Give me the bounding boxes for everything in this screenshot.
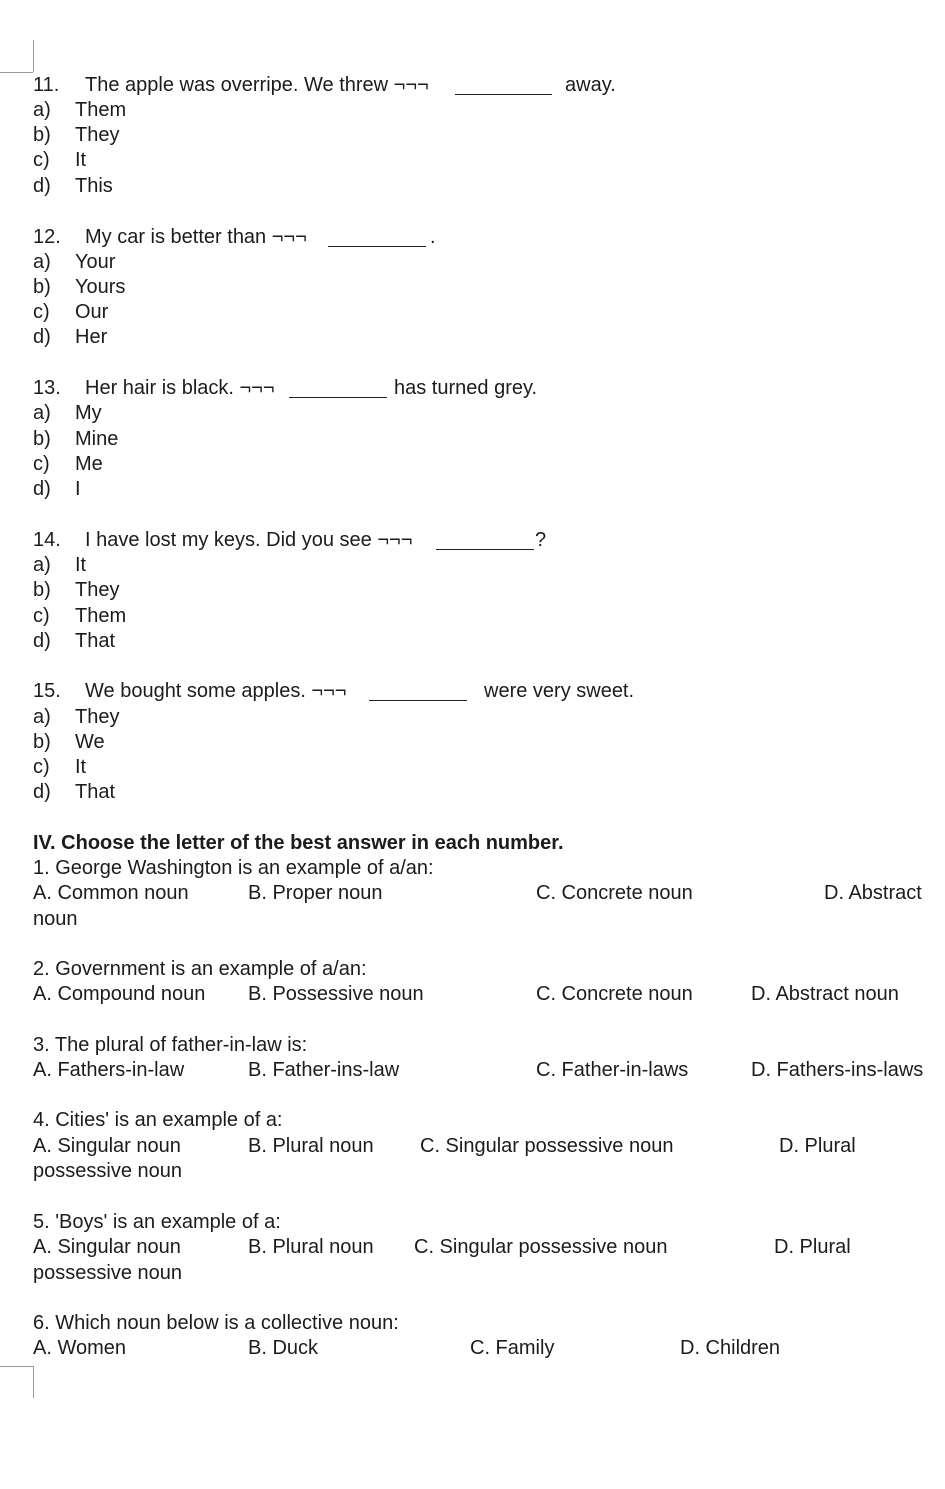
option-b[interactable]: B. Plural noun bbox=[248, 1236, 374, 1258]
option-d-wrap: noun bbox=[33, 908, 78, 930]
option-c[interactable]: c) Our bbox=[33, 301, 109, 323]
crop-mark-top-horizontal bbox=[0, 72, 33, 73]
option-c[interactable]: C. Father-in-laws bbox=[536, 1059, 689, 1081]
option-d[interactable]: d) That bbox=[33, 781, 116, 803]
stem-text: The apple was overripe. We threw ¬¬¬ bbox=[85, 74, 429, 96]
option-b[interactable]: b) They bbox=[33, 579, 120, 601]
answer-blank[interactable] bbox=[455, 94, 552, 95]
option-d[interactable]: D. Abstract bbox=[824, 882, 922, 904]
answer-blank[interactable] bbox=[369, 700, 467, 701]
option-a[interactable]: A. Singular noun bbox=[33, 1135, 181, 1157]
option-b[interactable]: B. Father-ins-law bbox=[248, 1059, 400, 1081]
question-stem bbox=[33, 376, 275, 401]
stem-text: We bought some apples. ¬¬¬ bbox=[85, 680, 347, 702]
option-a[interactable]: a) It bbox=[33, 554, 87, 576]
option-c[interactable]: C. Singular possessive noun bbox=[414, 1236, 668, 1258]
question-stem: 2. Government is an example of a/an: bbox=[33, 958, 367, 980]
option-a[interactable]: A. Common noun bbox=[33, 882, 189, 904]
answer-blank[interactable] bbox=[289, 397, 387, 398]
option-d[interactable]: D. Children bbox=[680, 1337, 781, 1359]
option-d[interactable]: d) This bbox=[33, 175, 113, 197]
question-stem bbox=[33, 528, 412, 553]
stem-text: Her hair is black. ¬¬¬ bbox=[85, 377, 275, 399]
option-a[interactable]: a) Your bbox=[33, 251, 116, 273]
option-a[interactable]: A. Singular noun bbox=[33, 1236, 181, 1258]
option-d-wrap: possessive noun bbox=[33, 1262, 182, 1284]
option-a[interactable]: A. Compound noun bbox=[33, 983, 206, 1005]
option-b[interactable]: B. Duck bbox=[248, 1337, 319, 1359]
option-d-wrap: possessive noun bbox=[33, 1160, 182, 1182]
option-a[interactable]: a) They bbox=[33, 706, 120, 728]
option-c[interactable]: c) Them bbox=[33, 605, 127, 627]
option-d[interactable]: d) That bbox=[33, 630, 116, 652]
option-a[interactable]: a) My bbox=[33, 402, 102, 424]
question-number: 12. bbox=[33, 226, 61, 248]
crop-mark-bottom-vertical bbox=[33, 1366, 34, 1398]
stem-text: I have lost my keys. Did you see ¬¬¬ bbox=[85, 529, 413, 551]
option-b[interactable]: B. Possessive noun bbox=[248, 983, 424, 1005]
stem-text-after: has turned grey. bbox=[394, 377, 538, 399]
option-d[interactable]: d) I bbox=[33, 478, 81, 500]
question-stem: 5. 'Boys' is an example of a: bbox=[33, 1211, 281, 1233]
option-d[interactable]: D. Abstract noun bbox=[751, 983, 899, 1005]
crop-mark-top-vertical bbox=[33, 40, 34, 72]
question-stem: 1. George Washington is an example of a/an: bbox=[33, 857, 434, 879]
option-b[interactable]: B. Plural noun bbox=[248, 1135, 374, 1157]
option-c[interactable]: C. Concrete noun bbox=[536, 882, 693, 904]
question-stem: 6. Which noun below is a collective noun: bbox=[33, 1312, 399, 1334]
question-stem: 4. Cities' is an example of a: bbox=[33, 1109, 283, 1131]
option-c[interactable]: C. Family bbox=[470, 1337, 555, 1359]
option-a[interactable]: a) Them bbox=[33, 99, 127, 121]
option-b[interactable]: B. Proper noun bbox=[248, 882, 383, 904]
option-c[interactable]: C. Singular possessive noun bbox=[420, 1135, 674, 1157]
question-stem: 3. The plural of father-in-law is: bbox=[33, 1034, 308, 1056]
answer-blank[interactable] bbox=[436, 549, 534, 550]
option-b[interactable]: b) We bbox=[33, 731, 105, 753]
option-d[interactable]: d) Her bbox=[33, 326, 108, 348]
option-a[interactable]: A. Women bbox=[33, 1337, 126, 1359]
question-stem bbox=[33, 679, 346, 704]
option-c[interactable]: c) It bbox=[33, 756, 87, 778]
option-b[interactable]: b) Mine bbox=[33, 428, 119, 450]
stem-text-after: . bbox=[430, 226, 436, 248]
stem-text: My car is better than ¬¬¬ bbox=[85, 226, 307, 248]
stem-text-after: away. bbox=[565, 74, 616, 96]
stem-text-after: were very sweet. bbox=[484, 680, 635, 702]
question-number: 14. bbox=[33, 529, 61, 551]
option-d[interactable]: D. Plural bbox=[779, 1135, 856, 1157]
question-number: 13. bbox=[33, 377, 61, 399]
option-d[interactable]: D. Fathers-ins-laws bbox=[751, 1059, 924, 1081]
option-c[interactable]: c) Me bbox=[33, 453, 103, 475]
question-stem bbox=[33, 73, 429, 98]
crop-mark-bottom-horizontal bbox=[0, 1366, 33, 1367]
stem-text-after: ? bbox=[535, 529, 547, 551]
option-d[interactable]: D. Plural bbox=[774, 1236, 851, 1258]
question-stem bbox=[33, 225, 307, 250]
option-c[interactable]: c) It bbox=[33, 149, 87, 171]
option-c[interactable]: C. Concrete noun bbox=[536, 983, 693, 1005]
option-b[interactable]: b) They bbox=[33, 124, 120, 146]
question-number: 15. bbox=[33, 680, 61, 702]
option-a[interactable]: A. Fathers-in-law bbox=[33, 1059, 185, 1081]
question-number: 11. bbox=[33, 74, 60, 96]
option-b[interactable]: b) Yours bbox=[33, 276, 126, 298]
section-heading: IV. Choose the letter of the best answer in each number. bbox=[33, 832, 564, 854]
answer-blank[interactable] bbox=[328, 246, 426, 247]
